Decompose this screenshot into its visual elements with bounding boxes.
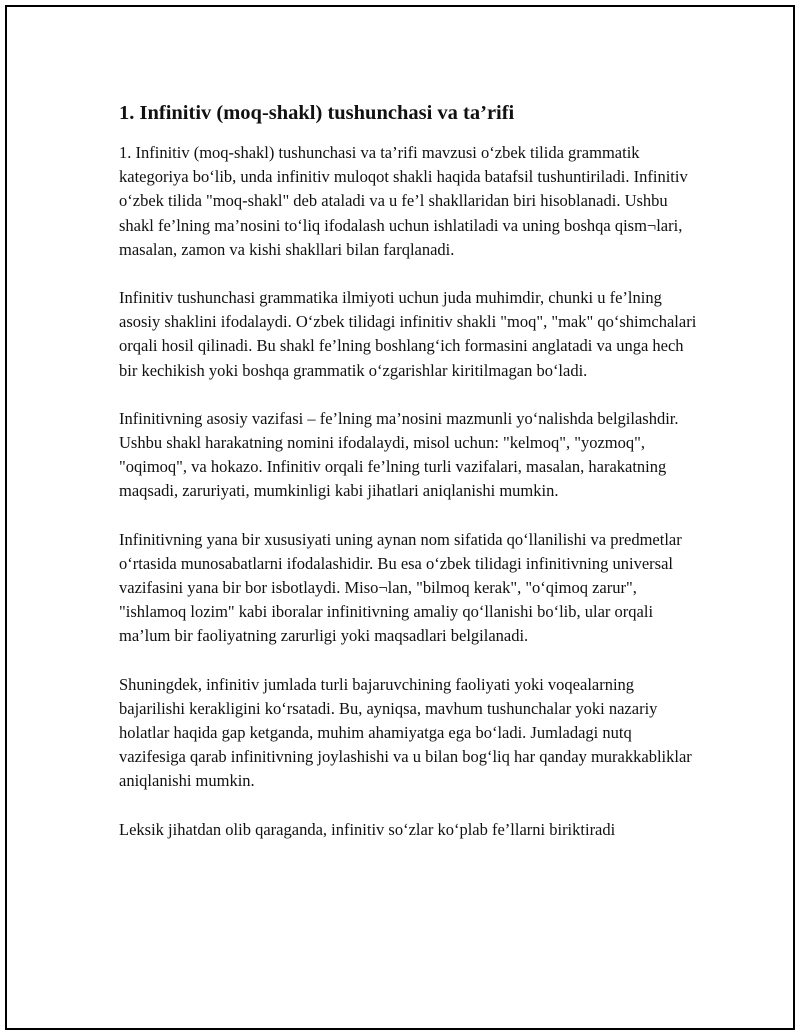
section-heading: 1. Infinitiv (moq-shakl) tushunchasi va ta’rifi bbox=[119, 102, 515, 124]
paragraph-2: Infinitiv tushunchasi grammatika ilmiyoti uchun juda muhimdir, chunki u fe’lning asosiy shaklini ifodalaydi. O‘zbek tilidagi infinitiv shakli "moq", "mak" qo‘shimchalari orqali hosil qilinadi. Bu shakl fe’lning boshlang‘ich formasini anglatadi va unga hech bir kechikish yoki boshqa grammatik o‘zgarishlar kiritilmagan bo‘ladi. bbox=[119, 288, 697, 380]
paragraph-6: Leksik jihatdan olib qaraganda, infinitiv so‘zlar ko‘plab fe’llarni biriktiradi bbox=[119, 819, 616, 839]
paragraph-3: Infinitivning asosiy vazifasi – fe’lning ma’nosini mazmunli yo‘nalishda belgilashdir. Ushbu shakl harakatning nomini ifodalaydi, misol uchun: "kelmoq", "yozmoq", "oqimoq", va hokazo. Infinitiv orqali fe’lning turli vazifalari, masalan, harakatning maqsadi, zaruriyati, mumkinligi kabi jihatlari aniqlanishi mumkin. bbox=[119, 408, 679, 501]
paragraph-1: 1. Infinitiv (moq-shakl) tushunchasi va ta’rifi mavzusi o‘zbek tilida grammatik kategoriya bo‘lib, unda infinitiv muloqot shakli haqida batafsil tushuntiriladi. Infinitiv o‘zbek tilida "moq-shakl" deb ataladi va u fe’l shakllaridan biri hisoblanadi. Ushbu shakl fe’lning ma’nosini to‘liq ifodalash uchun ishlatiladi va uning boshqa qism¬lari, masalan, zamon va kishi shakllari bilan farqlanadi. bbox=[119, 143, 688, 259]
paragraph-4: Infinitivning yana bir xususiyati uning aynan nom sifatida qo‘llanilishi va predmetlar o‘rtasida munosabatlarni ifodalashidir. Bu esa o‘zbek tilidagi infinitivning universal vazifasini yana bir bor isbotlaydi. Miso¬lan, "bilmoq kerak", "o‘qimoq zarur", "ishlamoq lozim" kabi iboralar infinitivning amaliy qo‘llanishi bo‘lib, ular orqali ma’lum bir faoliyatning zarurligi yoki maqsadlari belgilanadi. bbox=[119, 529, 682, 646]
paragraph-5: Shuningdek, infinitiv jumlada turli bajaruvchining faoliyati yoki voqealarning bajarilishi kerakligini ko‘rsatadi. Bu, ayniqsa, mavhum tushunchalar yoki nazariy holatlar haqida gap ketganda, muhim ahamiyatga ega bo‘ladi. Jumladagi nutq vazifesiga qarab infinitivning joylashishi va u bilan bog‘liq har qanday murakkabliklar aniqlanishi mumkin. bbox=[119, 674, 692, 791]
document-content bbox=[119, 99, 699, 866]
document-page bbox=[5, 5, 795, 1030]
